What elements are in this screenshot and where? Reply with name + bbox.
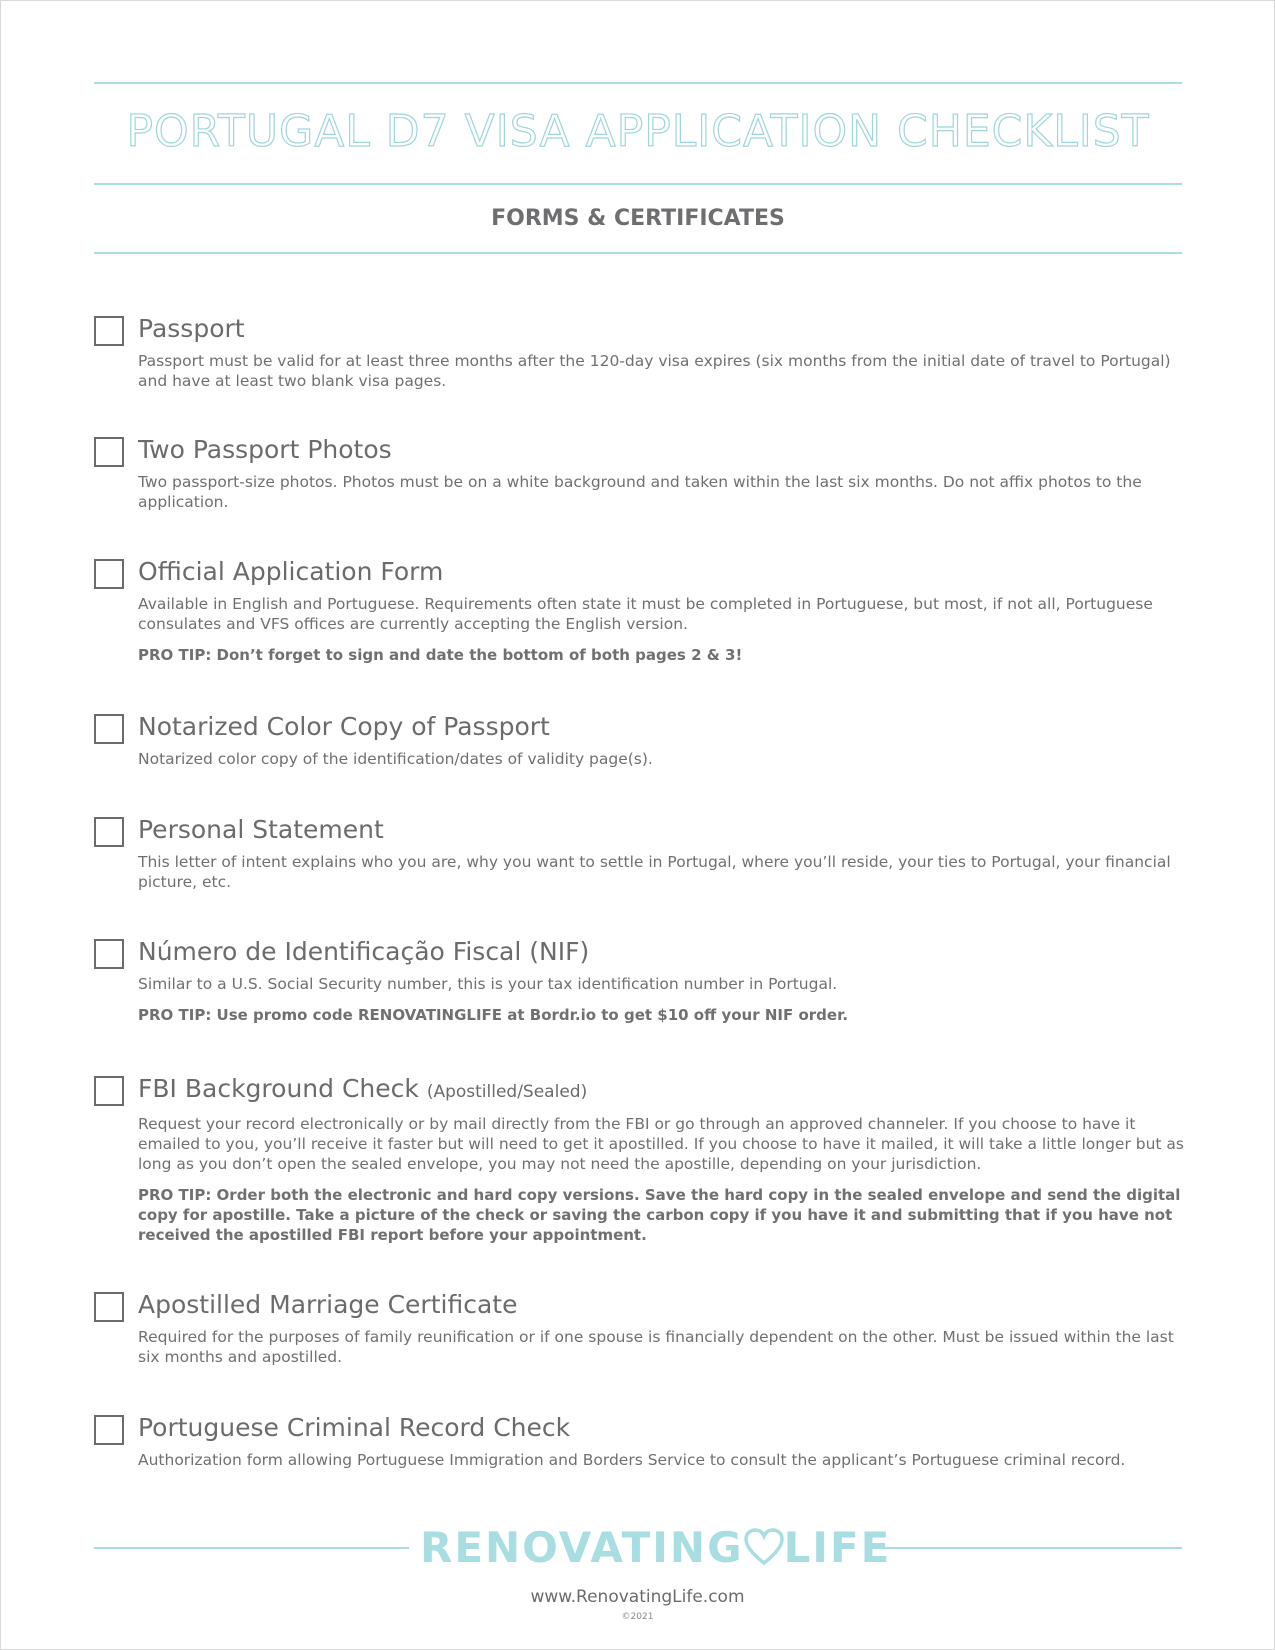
item-title: Portuguese Criminal Record Check: [138, 1413, 571, 1442]
header-bottom-rule: [94, 252, 1182, 254]
item-description: Passport must be valid for at least three months after the 120-day visa expires (six months from the initial date of travel to Portugal) and have at least two blank visa pages.: [138, 352, 1171, 390]
logo-text-right: LIFE: [783, 1523, 892, 1572]
checklist-item-passport: [94, 312, 1184, 391]
checklist-item-personal-statement: [94, 813, 1184, 892]
item-subtitle: (Apostilled/Sealed): [426, 1082, 588, 1102]
item-title: Notarized Color Copy of Passport: [138, 712, 550, 741]
checkbox[interactable]: [94, 316, 124, 346]
checkbox[interactable]: [94, 1292, 124, 1322]
item-description: Two passport-size photos. Photos must be on a white background and taken within the last six months. Do not affix photos to the application.: [138, 473, 1142, 511]
item-description: Notarized color copy of the identification/dates of validity page(s).: [138, 750, 653, 768]
item-description: Required for the purposes of family reunification or if one spouse is financially dependent on the other. Must be issued within the last six months and apostilled.: [138, 1328, 1174, 1366]
checkbox[interactable]: [94, 1415, 124, 1445]
logo-text-left: RENOVATING: [420, 1523, 744, 1572]
item-title: Personal Statement: [138, 815, 384, 844]
pro-tip: PRO TIP: Don’t forget to sign and date the bottom of both pages 2 & 3!: [138, 646, 743, 664]
item-title: Passport: [138, 314, 245, 343]
item-title: Apostilled Marriage Certificate: [138, 1290, 518, 1319]
heart-icon: [744, 1528, 784, 1566]
checkbox[interactable]: [94, 1076, 124, 1106]
copyright: ©2021: [621, 1612, 654, 1622]
checklist-item-marriage-certificate: [94, 1288, 1184, 1367]
checklist-item-fbi-check: [94, 1072, 1184, 1245]
checkbox[interactable]: [94, 817, 124, 847]
footer-rule-left: [94, 1547, 409, 1549]
item-description: This letter of intent explains who you are, why you want to settle in Portugal, where you’ll reside, your ties to Portugal, your financial picture, etc.: [138, 853, 1171, 891]
checklist-item-application-form: [94, 555, 1184, 665]
header-middle-rule: [94, 183, 1182, 185]
header-top-rule: [94, 82, 1182, 84]
item-title: [138, 1072, 1184, 1109]
website-link[interactable]: www.RenovatingLife.com: [530, 1587, 745, 1607]
item-title: Número de Identificação Fiscal (NIF): [138, 937, 590, 966]
checklist-item-nif: [94, 935, 1184, 1025]
page-title: PORTUGAL D7 VISA APPLICATION CHECKLIST: [126, 106, 1150, 157]
checklist-item-passport-photos: [94, 433, 1184, 512]
pro-tip: PRO TIP: Use promo code RENOVATINGLIFE at Bordr.io to get $10 off your NIF order.: [138, 1006, 849, 1024]
section-title: FORMS & CERTIFICATES: [491, 206, 785, 231]
checklist-item-notarized-copy: [94, 710, 1184, 769]
footer-rule-right: [866, 1547, 1182, 1549]
item-description: Authorization form allowing Portuguese Immigration and Borders Service to consult the applicant’s Portuguese criminal record.: [138, 1451, 1126, 1469]
pro-tip: PRO TIP: Order both the electronic and hard copy versions. Save the hard copy in the sealed envelope and send the digital copy for apostille. Take a picture of the check or saving the carbon copy if you have it and submitting that if you have not received the apostilled FBI report before your appointment.: [138, 1186, 1181, 1244]
item-title: Two Passport Photos: [138, 435, 392, 464]
checkbox[interactable]: [94, 437, 124, 467]
renovating-life-logo: [420, 1523, 892, 1572]
checkbox[interactable]: [94, 559, 124, 589]
item-description: Similar to a U.S. Social Security number, this is your tax identification number in Portugal.: [138, 975, 838, 993]
checkbox[interactable]: [94, 714, 124, 744]
checklist-item-criminal-record: [94, 1411, 1184, 1470]
item-description: Request your record electronically or by mail directly from the FBI or go through an approved channeler. If you choose to have it emailed to you, you’ll receive it faster but will need to get it apostilled. If you choose to have it mailed, it will take a little longer but as long as you don’t open the sealed envelope, you may not need the apostille, depending on your jurisdiction.: [138, 1115, 1184, 1173]
item-description: Available in English and Portuguese. Requirements often state it must be completed in Portuguese, but most, if not all, Portuguese consulates and VFS offices are currently accepting the English version.: [138, 595, 1153, 633]
item-title-text: FBI Background Check: [138, 1074, 419, 1103]
checkbox[interactable]: [94, 939, 124, 969]
item-title: Official Application Form: [138, 557, 444, 586]
